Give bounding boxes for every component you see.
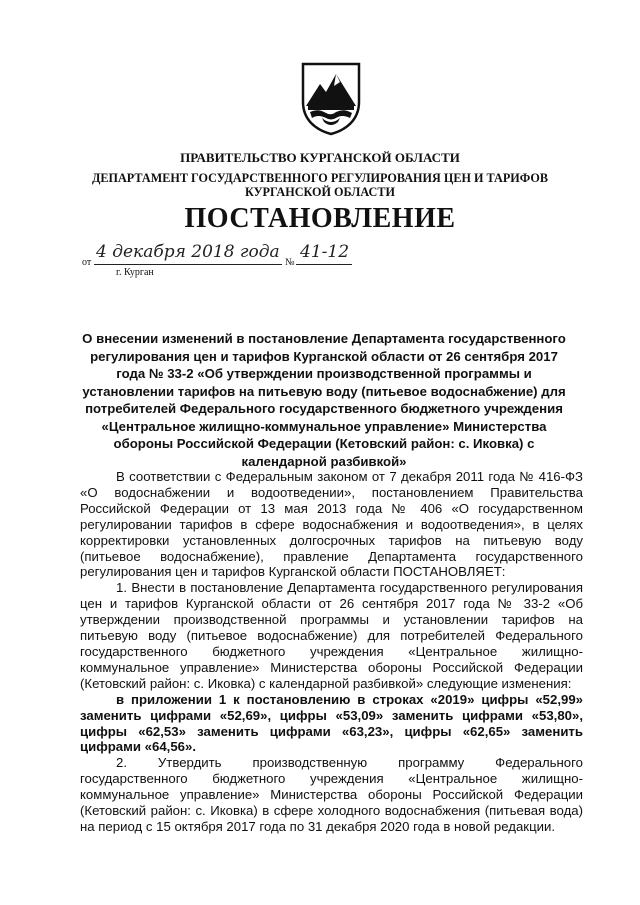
place-label: г. Курган [116, 267, 154, 278]
kurgan-oblast-coat-of-arms-icon [300, 62, 362, 136]
handwritten-date: 4 декабря 2018 года [96, 242, 280, 262]
body-paragraph-amendment: в приложении 1 к постановлению в строках «2019» цифры «52,99» заменить цифрами «52,69», цифры «53,09» заменить цифрами «53,80», цифры «62,53» заменить цифрами «63,23», цифры «62,65» заменить цифрами «64,56». [80, 691, 583, 755]
department-title [0, 171, 640, 199]
government-title: ПРАВИТЕЛЬСТВО КУРГАНСКОЙ ОБЛАСТИ [180, 150, 460, 165]
document-subject: О внесении изменений в постановление Департамента государственного регулирования цен и тарифов Курганской области от 26 сентября 2017 года № 33-2 «Об утверждении производственной программы и установлении тарифов на питьевую воду (питьевое водоснабжение) для потребителей Федерального государственного бюджетного учреждения «Центральное жилищно-коммунальное управление» Министерства обороны Российской Федерации (Кетовский район: с. Иковка) с календарной разбивкой» [82, 331, 566, 469]
body-paragraph-preamble: В соответствии с Федеральным законом от 7 декабря 2011 года № 416-ФЗ «О водоснабжении и водоотведении», постановлением Правительства Российской Федерации от 13 мая 2013 года № 406 «О государственном регулировании тарифов в сфере водоснабжения и водоотведения», в целях корректировки установленных долгосрочных тарифов на питьевую воду (питьевое водоснабжение), правление Департамента государственного регулирования цен и тарифов Курганской области ПОСТАНОВЛЯЕТ: [80, 469, 583, 580]
date-underline [94, 264, 282, 265]
document-type-title: ПОСТАНОВЛЕНИЕ [184, 203, 456, 234]
body-paragraph-item-2: 2. Утвердить производственную программу Федерального государственного бюджетного учреждения «Центральное жилищно-коммунальное управление» Министерства обороны Российской Федерации (Кетовский район: с. Иковка) в сфере холодного водоснабжения (питьевая вода) на период с 15 октября 2017 года по 31 декабря 2020 года в новой редакции. [80, 755, 583, 834]
date-from-label: от [82, 257, 92, 268]
body-paragraph-item-1: 1. Внести в постановление Департамента государственного регулирования цен и тарифов Курганской области от 26 сентября 2017 года № 33-2 «Об утверждении производственной программы и установлении тарифов на питьевую воду (питьевое водоснабжение) для потребителей Федерального государственного бюджетного учреждения «Центральное жилищно-коммунальное управление» Министерства обороны Российской Федерации (Кетовский район: с. Иковка) с календарной разбивкой» следующие изменения: [80, 580, 583, 691]
number-underline [296, 264, 352, 265]
handwritten-number: 41-12 [300, 242, 350, 262]
department-title-line2: КУРГАНСКОЙ ОБЛАСТИ [245, 185, 395, 199]
number-label: № [285, 257, 295, 268]
department-title-line1: ДЕПАРТАМЕНТ ГОСУДАРСТВЕННОГО РЕГУЛИРОВАНИЯ ЦЕН И ТАРИФОВ [92, 171, 548, 185]
document-body [80, 469, 583, 835]
